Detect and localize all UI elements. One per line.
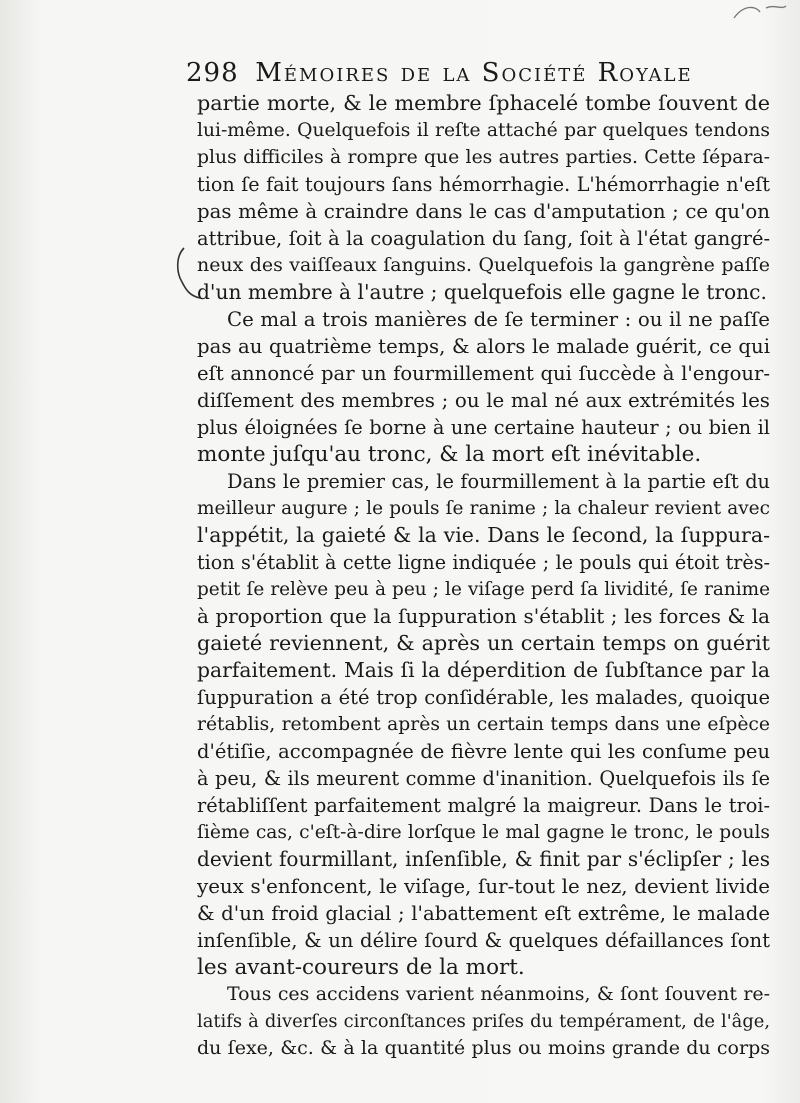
text-line: & d'un froid glacial ; l'abattement eſt extrême, le malade bbox=[197, 902, 770, 925]
text-line: monte juſqu'au tronc, & la mort eſt inévitable. bbox=[197, 442, 702, 467]
text-line: d'un membre à l'autre ; quelquefois elle gagne le tronc. bbox=[197, 280, 767, 304]
text-line: gaieté reviennent, & après un certain temps on guérit bbox=[197, 631, 770, 655]
text-line: rétablis, retombent après un certain temps dans une eſpèce bbox=[197, 714, 770, 735]
text-line: partie morte, & le membre ſphacelé tombe ſouvent de bbox=[197, 91, 770, 115]
corner-pencil-mark bbox=[730, 0, 790, 24]
text-line: rétabliſſent parfaitement malgré la maigreur. Dans le troi- bbox=[197, 794, 770, 817]
paragraph-first-line: Tous ces accidens varient néanmoins, & ſont ſouvent re- bbox=[227, 983, 770, 1005]
paragraph-first-line: Ce mal a trois manières de ſe terminer : ou il ne paſſe bbox=[227, 308, 770, 331]
text-line: ſième cas, c'eſt-à-dire lorſque le mal gagne le tronc, le pouls bbox=[197, 822, 770, 843]
text-line: d'étiſie, accompagnée de fièvre lente qui les conſume peu bbox=[197, 740, 770, 763]
text-line: devient fourmillant, inſenſible, & finit par s'éclipſer ; les bbox=[197, 847, 770, 871]
text-line: pas au quatrième temps, & alors le malade guérit, ce qui bbox=[197, 335, 770, 358]
text-line: yeux s'enfoncent, le viſage, ſur-tout le nez, devient livide bbox=[197, 875, 770, 898]
paragraph-first-line: Dans le premier cas, le fourmillement à la partie eſt du bbox=[227, 470, 770, 493]
text-line: diſſement des membres ; ou le mal né aux extrémités les bbox=[197, 389, 770, 412]
text-line: petit ſe relève peu à peu ; le viſage perd ſa lividité, ſe ranime bbox=[197, 579, 770, 600]
text-line: inſenſible, & un délire ſourd & quelques défaillances ſont bbox=[197, 929, 770, 952]
text-line: tion ſe fait toujours ſans hémorrhagie. L'hémorrhagie n'eſt bbox=[197, 173, 770, 196]
text-line: tion s'établit à cette ligne indiquée ; le pouls qui étoit très- bbox=[197, 551, 770, 574]
text-line: du ſexe, &c. & à la quantité plus ou moins grande du corps bbox=[197, 1037, 770, 1059]
text-line: meilleur augure ; le pouls ſe ranime ; la chaleur revient avec bbox=[197, 498, 770, 519]
text-line: à proportion que la ſuppuration s'établit ; les forces & la bbox=[197, 605, 770, 628]
text-line: lui-même. Quelquefois il reſte attaché par quelques tendons bbox=[197, 120, 770, 141]
text-line: latifs à diverſes circonſtances priſes du tempérament, de l'âge, bbox=[197, 1011, 770, 1032]
body-text bbox=[197, 90, 770, 1062]
text-line: attribue, ſoit à la coagulation du ſang, ſoit à l'état gangré- bbox=[197, 227, 770, 250]
text-line: plus difficiles à rompre que les autres parties. Cette ſépara- bbox=[197, 147, 770, 168]
text-line: pas même à craindre dans le cas d'amputation ; ce qu'on bbox=[197, 200, 770, 223]
page-number: 298 bbox=[186, 58, 239, 88]
text-line: à peu, & ils meurent comme d'inanition. Quelquefois ils ſe bbox=[197, 767, 770, 790]
text-line: les avant-coureurs de la mort. bbox=[197, 955, 525, 980]
text-line: parfaitement. Mais ſi la déperdition de ſubſtance par la bbox=[197, 658, 770, 682]
text-line: neux des vaiſſeaux ſanguins. Quelquefois la gangrène paſſe bbox=[197, 254, 770, 276]
text-line: ſuppuration a été trop conſidérable, les malades, quoique bbox=[197, 686, 770, 709]
text-line: eſt annoncé par un fourmillement qui ſuccède à l'engour- bbox=[197, 362, 770, 385]
running-head: Mémoires de la Société Royale bbox=[255, 58, 693, 88]
text-line: plus éloignées ſe borne à une certaine hauteur ; ou bien il bbox=[197, 416, 770, 439]
text-line: l'appétit, la gaieté & la vie. Dans le ſecond, la ſuppura- bbox=[197, 523, 770, 547]
page-header bbox=[186, 56, 746, 90]
